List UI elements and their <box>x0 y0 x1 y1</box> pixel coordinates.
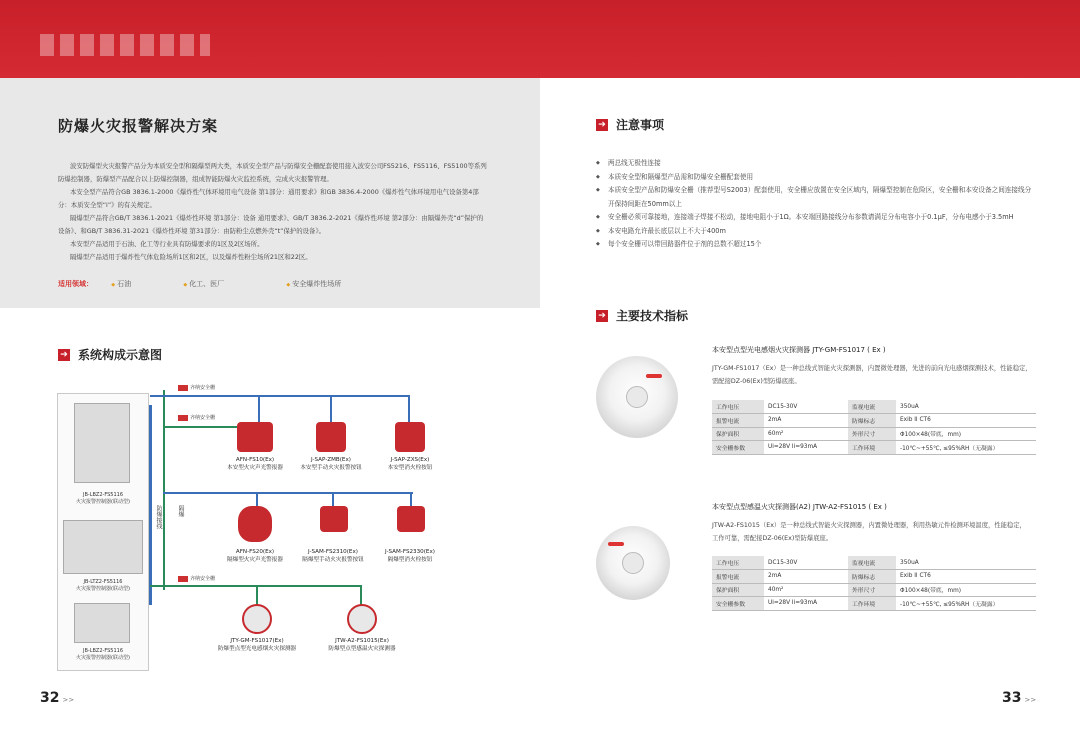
section-arrow-icon: ➔ <box>596 119 608 131</box>
brand-logo <box>40 34 210 56</box>
section-arrow-icon: ➔ <box>596 310 608 322</box>
table-row: 安全栅参数 Ui=28V Ii=93mA 工作环境 -10℃~+55℃, ≤95%RH（无凝露） <box>712 441 1036 455</box>
list-item: ◆ 本安电路允许最长底层以上不大于400m <box>596 225 1036 239</box>
device-manual-call-point-flameproof <box>320 506 348 532</box>
device-label: AFN-FS10(Ex) 本安型火灾声光警报器 <box>227 457 283 471</box>
specs-section-title <box>596 307 688 324</box>
list-item: ◆ 本质安全型和隔爆型产品需和防爆安全栅配套使用 <box>596 171 1036 185</box>
device-heat-detector <box>347 604 377 634</box>
safety-barrier: 齐纳安全栅 <box>178 414 215 421</box>
intro-paragraph: 本安型产品适用于石油、化工等行业具有防爆要求的1区及2区场所。 <box>70 240 264 248</box>
bus-wire <box>330 395 332 425</box>
device-label: AFN-FS20(Ex) 隔爆型火灾声光警报器 <box>227 549 283 563</box>
notes-title-text: 注意事项 <box>616 118 665 132</box>
notes-section-title <box>596 116 664 133</box>
bus-wire <box>408 395 410 425</box>
controller-unit-2 <box>63 520 143 574</box>
bus-wire <box>149 405 152 605</box>
controller-unit-3 <box>74 603 130 643</box>
applications <box>58 279 341 289</box>
controller-unit-1 <box>74 403 130 483</box>
list-item: ◆ 每个安全栅可以带回路器件位于剂的总数不超过15个 <box>596 238 1036 252</box>
device-label: JTW-A2-FS1015(Ex) 防爆型点型感温火灾探测器 <box>328 638 396 652</box>
device-hydrant-button <box>395 422 425 452</box>
section-arrow-icon: ➔ <box>58 349 70 361</box>
device-label: J-SAM-FS2330(Ex) 隔爆型消火栓按钮 <box>385 549 435 563</box>
bus-wire <box>163 390 165 590</box>
table-row: 报警电流 2mA 防爆标志 Exib II CT6 <box>712 414 1036 428</box>
table-row: 工作电压 DC15-30V 监视电流 350uA <box>712 400 1036 414</box>
device-label: J-SAP-ZMB(Ex) 本安型手动火灾报警按钮 <box>300 457 362 471</box>
wire-label: 隔爆 <box>177 505 184 517</box>
controller-label-3: JB-LBZ2-FS5116 火灾报警控制器(联动型) <box>76 648 130 661</box>
device-strobe-alarm-flameproof <box>238 506 272 542</box>
product-name: 本安型点型感温火灾探测器(A2) JTW-A2-FS1015 ( Ex ) <box>712 503 887 511</box>
intro-paragraph: 波安防爆型火灾报警产品分为本质安全型和隔爆型两大类，本质安全型产品与防爆安全栅配套使用接入波安公司FS5216、FS5116、FS5100等系列防爆控制器，防爆型产品配合以上防爆控制器，组成智能防爆火灾监控系统，完成火灾报警管理。 <box>58 162 487 183</box>
intro-paragraph: 隔爆型产品符合GB/T 3836.1-2021《爆炸性环境 第1部分：设备 通用要求》、GB/T 3836.2-2021《爆炸性环境 第2部分：由隔爆外壳“d”保护的设备》、和GB/T 3836.31-2021《爆炸性环境 第31部分：由防粉尘点燃外壳“t”保护的设备》。 <box>58 214 484 235</box>
barrier-icon <box>178 385 188 391</box>
page-number-right: 33 >> <box>1002 690 1037 706</box>
spec-table <box>712 556 1036 611</box>
diagram-section-title <box>58 346 162 363</box>
heat-detector-photo <box>596 526 670 600</box>
table-row: 报警电流 2mA 防爆标志 Exib II CT6 <box>712 570 1036 584</box>
specs-title-text: 主要技术指标 <box>616 309 689 323</box>
intro-paragraph: 隔爆型产品适用于爆炸性气体危险场所1区和2区，以及爆炸性粉尘场所21区和22区。 <box>70 253 312 261</box>
safety-barrier: 齐纳安全栅 <box>178 384 215 391</box>
page-title: 防爆火灾报警解决方案 <box>58 117 219 135</box>
wire-label: 防爆接线 <box>155 505 162 529</box>
controller-label-1: JB-LBZ2-FS5116 火灾报警控制器(联动型) <box>76 492 130 505</box>
device-label: JTY-GM-FS1017(Ex) 防爆型点型光电感烟火灾探测器 <box>217 638 297 652</box>
intro-text <box>58 160 488 264</box>
product-description: JTW-A2-FS1015（Ex）是一种总线式智能火灾探测器，内置微处理器，利用热敏元件检测环境温度，性能稳定，工作可靠，需配接DZ-06(Ex)型防爆底座。 <box>712 522 1026 542</box>
product-name: 本安型点型光电感烟火灾探测器 JTY-GM-FS1017 ( Ex ) <box>712 346 886 354</box>
list-item: ◆ 两总线无极性连接 <box>596 157 1036 171</box>
bus-wire <box>360 585 362 605</box>
spec-table <box>712 400 1036 455</box>
device-label: J-SAP-ZXS(Ex) 本安型消火栓按钮 <box>387 457 433 471</box>
bus-wire <box>256 585 258 605</box>
table-row: 保护面积 40m² 外形尺寸 Φ100×48(带底，mm) <box>712 583 1036 597</box>
application-item: ◆ 石油 <box>111 280 131 288</box>
device-manual-call-point <box>316 422 346 452</box>
device-strobe-alarm <box>237 422 273 452</box>
intro-paragraph: 本安全型产品符合GB 3836.1-2000《爆炸性气体环境用电气设备 第1部分：通用要求》和GB 3836.4-2000《爆炸性气体环境用电气设备第4部分：本质安全型“i”》的有关规定。 <box>58 188 479 209</box>
bus-wire <box>150 585 360 587</box>
controller-label-2: JB-LTZ2-FS5116 火灾报警控制器(联动型) <box>76 579 130 592</box>
barrier-icon <box>178 415 188 421</box>
bus-wire <box>150 395 410 397</box>
table-row: 保护面积 60m² 外形尺寸 Φ100×48(带底，mm) <box>712 427 1036 441</box>
page-number-left: 32 >> <box>40 690 75 706</box>
smoke-detector-photo <box>596 356 678 438</box>
barrier-icon <box>178 576 188 582</box>
bus-wire <box>163 492 413 494</box>
list-item: ◆ 安全栅必须可靠接地，连接端子焊接不松动，接地电阻小于1Ω。本安端回路接线分布参数请满足分布电容小于0.1μF，分布电感小于3.5mH <box>596 211 1036 225</box>
product-description: JTY-GM-FS1017（Ex）是一种总线式智能火灾探测器，内置微处理器，先进的前向光电感烟探测技术，性能稳定，需配接DZ-06(Ex)型防爆底座。 <box>712 365 1032 385</box>
application-item: ◆ 化工、医厂 <box>183 280 224 288</box>
notes-list <box>596 157 1036 252</box>
device-smoke-detector <box>242 604 272 634</box>
device-label: J-SAM-FS2310(Ex) 隔爆型手动火灾报警按钮 <box>302 549 364 563</box>
diagram-title-text: 系统构成示意图 <box>78 348 163 362</box>
application-item: ◆ 安全爆炸性场所 <box>286 280 341 288</box>
list-item: ◆ 本质安全型产品和防爆安全栅（推荐型号S2003）配套使用，安全栅应放置在安全区域内，隔爆型控制在危险区，安全栅和本安设备之间连接线分开保持间距在50mm以上 <box>596 184 1036 211</box>
header-banner <box>0 0 1080 78</box>
table-row: 安全栅参数 Ui=28V Ii=93mA 工作环境 -10℃~+55℃, ≤95%RH（无凝露） <box>712 597 1036 611</box>
bus-wire <box>258 395 260 425</box>
safety-barrier: 齐纳安全栅 <box>178 575 215 582</box>
device-hydrant-button-flameproof <box>397 506 425 532</box>
applications-label: 适用领域： <box>58 280 93 288</box>
table-row: 工作电压 DC15-30V 监视电流 350uA <box>712 556 1036 570</box>
